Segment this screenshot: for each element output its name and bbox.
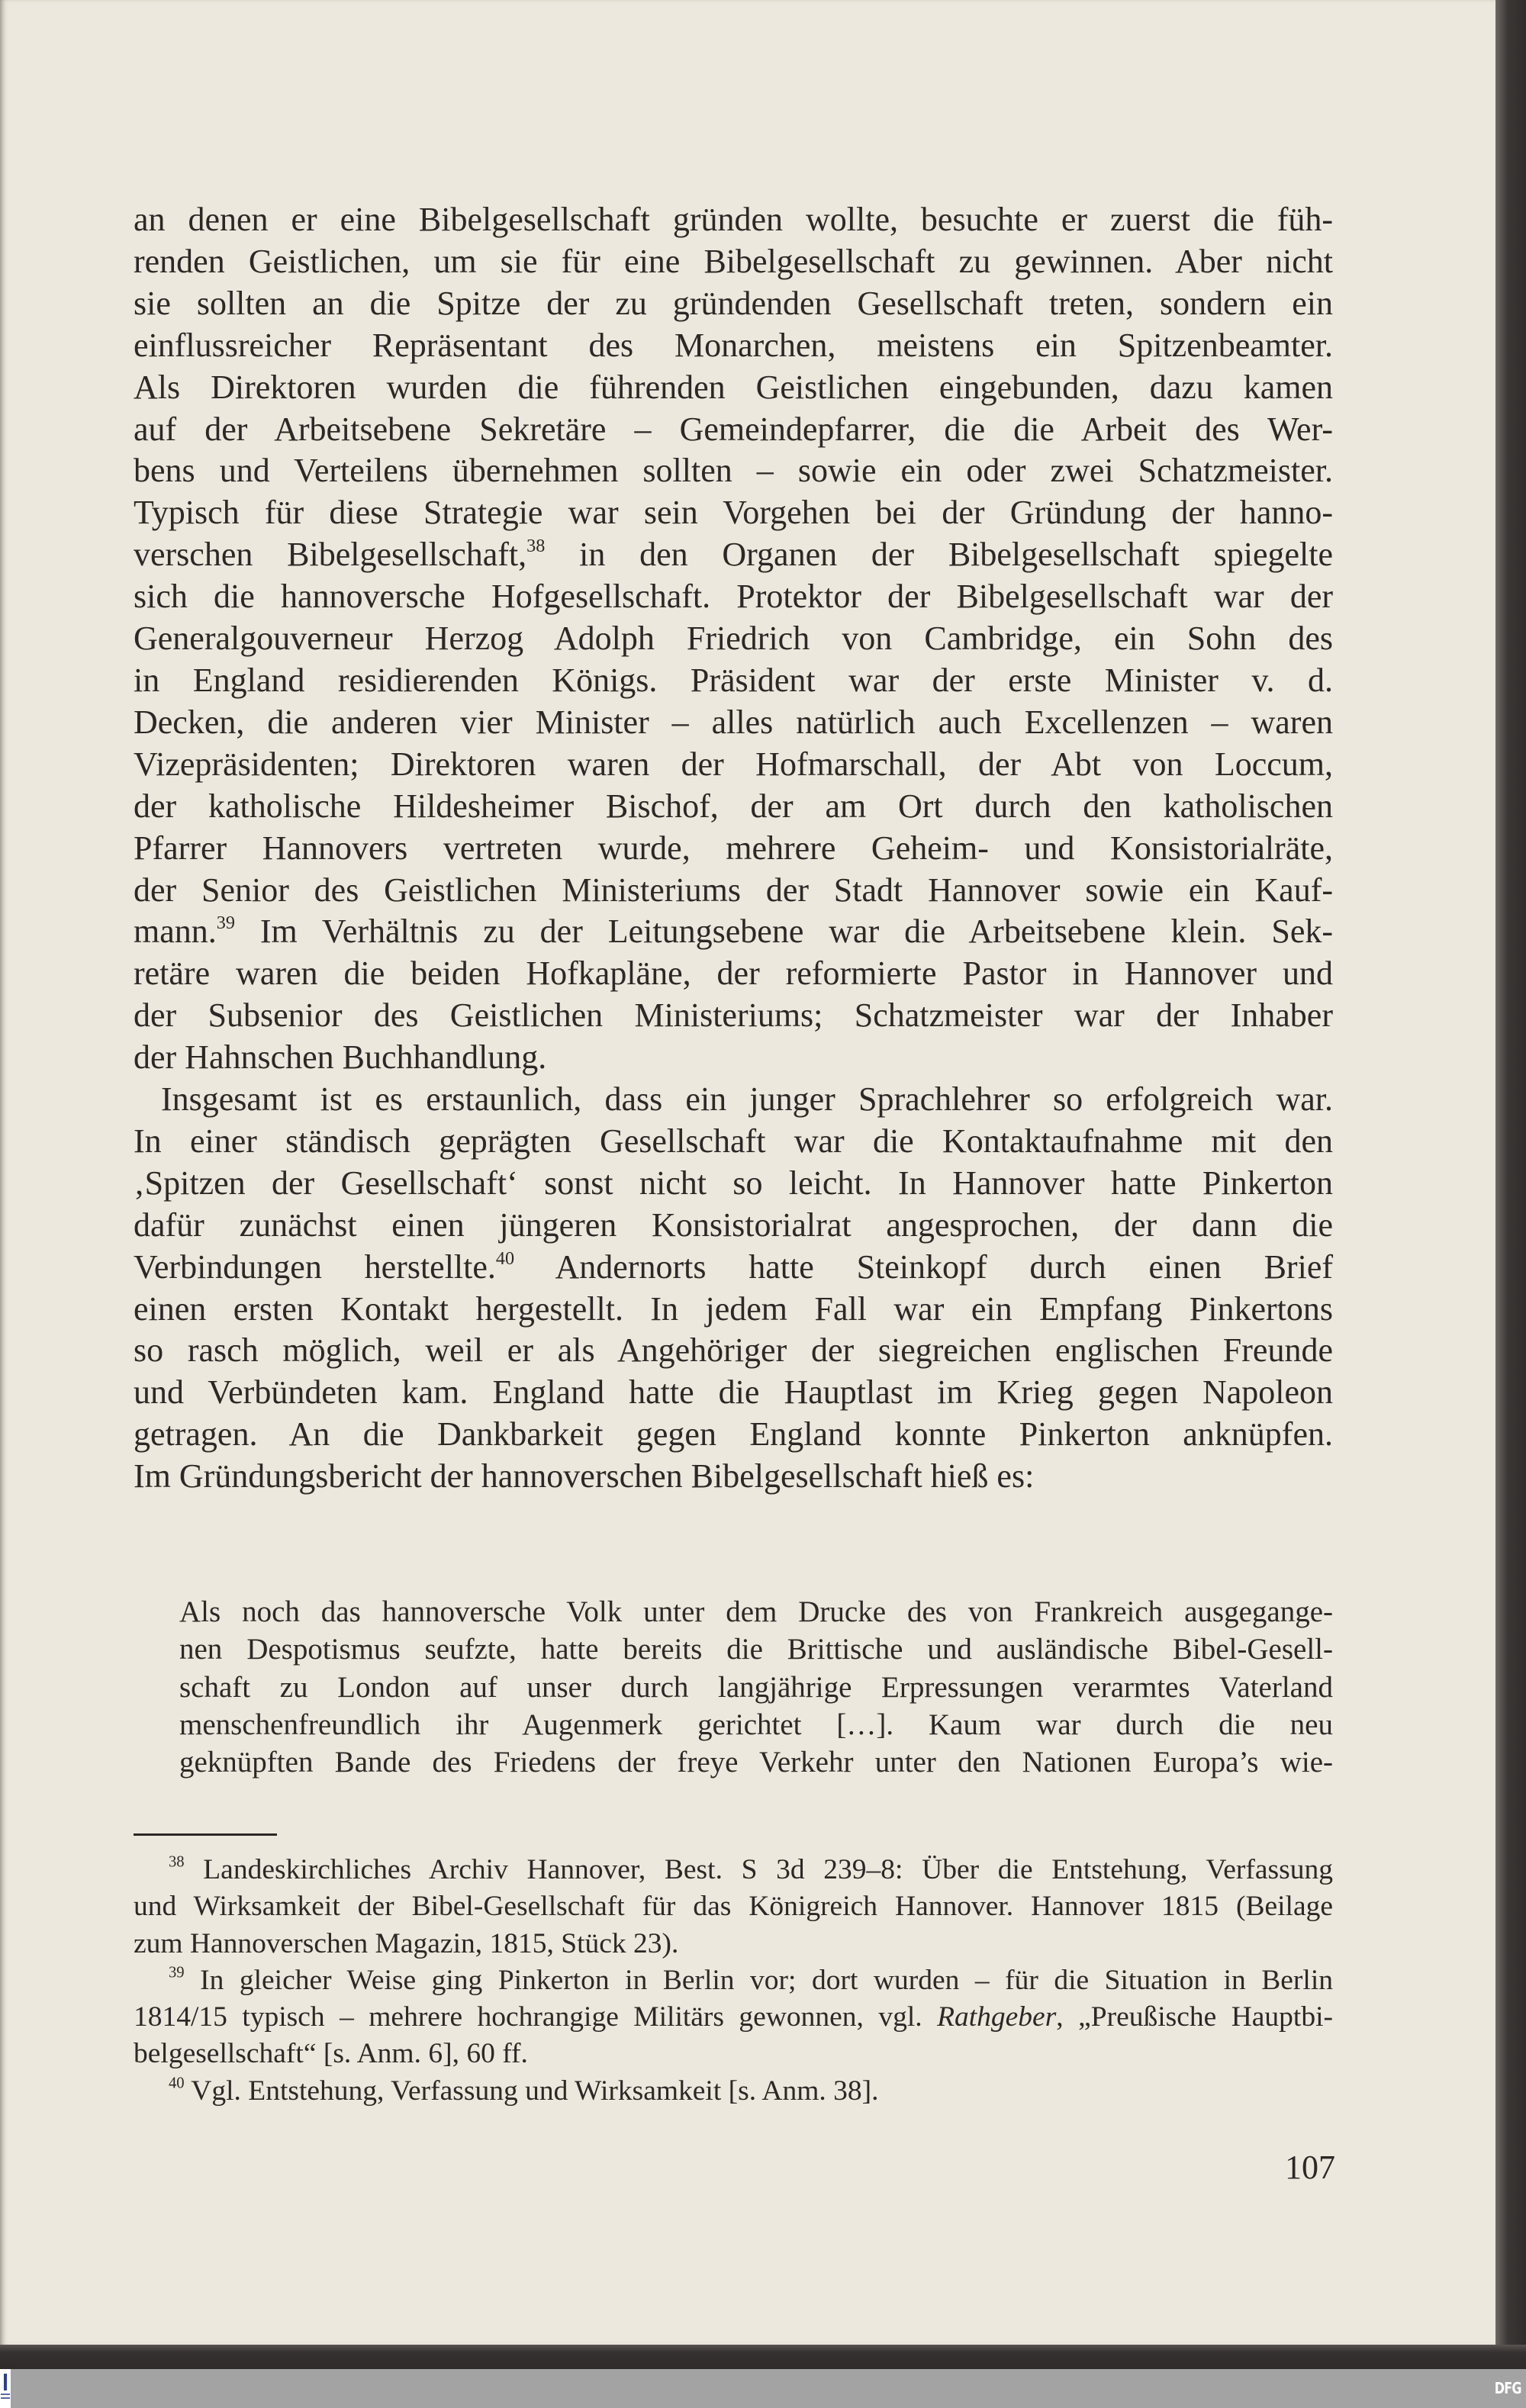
text-segment: Insgesamt ist es erstaunlich, dass ein junger Sprachlehrer so erfolgreich war.	[161, 1080, 1333, 1119]
body-line	[134, 828, 1333, 870]
text-segment: Pfarrer Hannovers vertreten wurde, mehrere Geheim- und Konsistorialräte,	[134, 829, 1333, 867]
body-line	[134, 1289, 1333, 1331]
text-segment: an denen er eine Bibelgesellschaft gründen wollte, besuchte er zuerst die füh-	[134, 201, 1333, 238]
text-segment: verschen Bibelgesellschaft,	[134, 536, 527, 574]
text-segment: und Wirksamkeit der Bibel-Gesellschaft für das Königreich Hannover. Hannover 1815 (Beilage	[134, 1891, 1333, 1923]
text-segment: schaft zu London auf unser durch langjährige Erpressungen verarmtes Vaterland	[179, 1670, 1333, 1704]
footnotes	[134, 1852, 1333, 2110]
text-segment: in England residierenden Königs. Präsident war der erste Minister v. d.	[134, 661, 1333, 699]
text-segment: in den Organen der Bibelgesellschaft spiegelte	[545, 536, 1333, 574]
text-segment: Verbindungen herstellte.	[134, 1247, 496, 1286]
body-line	[134, 1079, 1333, 1121]
body-line	[134, 744, 1333, 786]
text-segment: der Hahnschen Buchhandlung.	[134, 1038, 547, 1077]
text-segment: , „Preußische Hauptbi-	[1056, 2001, 1333, 2033]
footnote-reference: 40	[495, 1247, 515, 1269]
text-segment: der Senior des Geistlichen Ministeriums der Stadt Hannover sowie ein Kauf-	[134, 871, 1333, 909]
text-segment: sich die hannoversche Hofgesellschaft. Protektor der Bibelgesellschaft war der	[134, 578, 1333, 616]
block-quote	[179, 1593, 1333, 1781]
text-segment: 1814/15 typisch – mehrere hochrangige Militärs gewonnen, vgl.	[134, 2001, 938, 2033]
body-line	[134, 1205, 1333, 1247]
footnote-reference: 39	[216, 913, 235, 934]
footnote-line	[134, 2036, 1333, 2072]
quote-line	[179, 1743, 1333, 1781]
text-segment: getragen. An die Dankbarkeit gegen England konnte Pinkerton anknüpfen.	[134, 1415, 1333, 1453]
text-segment: der katholische Hildesheimer Bischof, der am Ort durch den katholischen	[134, 787, 1333, 825]
scan-edge-bottom	[0, 2345, 1526, 2370]
quote-line	[179, 1706, 1333, 1743]
text-segment: Vgl. Entstehung, Verfassung und Wirksamkeit [s. Anm. 38].	[184, 2075, 879, 2107]
body-line	[134, 492, 1333, 534]
page-number: 107	[1285, 2149, 1335, 2186]
footnote-separator	[134, 1833, 277, 1836]
text-segment: einflussreicher Repräsentant des Monarchen, meistens ein Spitzenbeamter.	[134, 326, 1333, 364]
text-segment: ‚Spitzen der Gesellschaft‘ sonst nicht so leicht. In Hannover hatte Pinkerton	[134, 1164, 1333, 1202]
body-line	[134, 1247, 1333, 1289]
text-segment: retäre waren die beiden Hofkapläne, der reformierte Pastor in Hannover und	[134, 955, 1333, 993]
dfg-logo: DFG	[1495, 2379, 1521, 2397]
text-segment: zum Hannoverschen Magazin, 1815, Stück 23).	[134, 1927, 679, 1959]
body-line	[134, 450, 1333, 492]
text-segment: Typisch für diese Strategie war sein Vorgehen bei der Gründung der hanno-	[134, 494, 1333, 532]
text-segment: Generalgouverneur Herzog Adolph Friedrich von Cambridge, ein Sohn des	[134, 620, 1333, 658]
footnote-line	[134, 1852, 1333, 1888]
text-segment: Als noch das hannoversche Volk unter dem Drucke des von Frankreich ausgegange-	[179, 1595, 1333, 1628]
body-text	[134, 199, 1333, 1498]
body-line	[134, 1414, 1333, 1456]
text-segment: dafür zunächst einen jüngeren Konsistorialrat angesprochen, der dann die	[134, 1206, 1333, 1244]
footnote-number: 38	[169, 1853, 185, 1871]
body-line	[134, 241, 1333, 283]
body-line	[134, 576, 1333, 618]
body-line	[134, 1456, 1333, 1498]
text-segment: Landeskirchliches Archiv Hannover, Best. S 3d 239–8: Über die Entstehung, Verfassung	[184, 1854, 1333, 1885]
body-line	[134, 283, 1333, 325]
text-segment: Als Direktoren wurden die führenden Geistlichen eingebunden, dazu kamen	[134, 368, 1333, 406]
text-segment: auf der Arbeitsebene Sekretäre – Gemeindepfarrer, die die Arbeit des Wer-	[134, 410, 1333, 448]
body-line	[134, 1121, 1333, 1163]
body-line	[134, 1330, 1333, 1372]
body-line	[134, 534, 1333, 576]
body-line	[134, 618, 1333, 660]
body-line	[134, 660, 1333, 702]
text-segment: Andernorts hatte Steinkopf durch einen Brief	[514, 1247, 1333, 1286]
quote-line	[179, 1593, 1333, 1631]
footnote-number: 39	[169, 1964, 185, 1981]
footnote-number: 40	[169, 2075, 185, 2092]
viewer-footer-bar	[0, 2369, 1526, 2408]
body-line	[134, 1163, 1333, 1205]
text-segment: In gleicher Weise ging Pinkerton in Berlin vor; dort wurden – für die Situation in Berlin	[184, 1964, 1333, 1996]
text-segment: bens und Verteilens übernehmen sollten – sowie ein oder zwei Schatzmeister.	[134, 452, 1333, 490]
body-line	[134, 702, 1333, 744]
footnote-line	[134, 2073, 1333, 2110]
text-segment: menschenfreundlich ihr Augenmerk gerichtet […]. Kaum war durch die neu	[179, 1708, 1333, 1741]
body-line	[134, 911, 1333, 953]
text-segment: In einer ständisch geprägten Gesellschaft war die Kontaktaufnahme mit den	[134, 1122, 1333, 1160]
body-line	[134, 786, 1333, 828]
body-line	[134, 1037, 1333, 1079]
body-line	[134, 995, 1333, 1037]
text-segment: der Subsenior des Geistlichen Ministeriums; Schatzmeister war der Inhaber	[134, 996, 1333, 1035]
text-segment: belgesellschaft“ [s. Anm. 6], 60 ff.	[134, 2038, 528, 2070]
body-line	[134, 199, 1333, 241]
italic-author-name: Rathgeber	[937, 2001, 1057, 2033]
body-line	[134, 325, 1333, 367]
body-line	[134, 870, 1333, 912]
quote-line	[179, 1631, 1333, 1668]
body-line	[134, 1372, 1333, 1414]
institution-logo-icon	[0, 2369, 11, 2408]
text-segment: Decken, die anderen vier Minister – alles natürlich auch Excellenzen – waren	[134, 703, 1333, 741]
footnote-line	[134, 1962, 1333, 1999]
body-line	[134, 367, 1333, 409]
text-segment: und Verbündeten kam. England hatte die Hauptlast im Krieg gegen Napoleon	[134, 1373, 1333, 1412]
body-line	[134, 409, 1333, 451]
quote-line	[179, 1669, 1333, 1706]
text-segment: Im Gründungsbericht der hannoverschen Bibelgesellschaft hieß es:	[134, 1457, 1035, 1495]
text-segment: renden Geistlichen, um sie für eine Bibelgesellschaft zu gewinnen. Aber nicht	[134, 242, 1333, 280]
scan-edge-right	[1495, 0, 1526, 2369]
footnote-reference: 38	[526, 536, 546, 557]
text-segment: nen Despotismus seufzte, hatte bereits die Brittische und ausländische Bibel-Gesell-	[179, 1633, 1333, 1666]
footnote-line	[134, 1926, 1333, 1962]
text-segment: geknüpften Bande des Friedens der freye Verkehr unter den Nationen Europa’s wie-	[179, 1746, 1333, 1779]
text-segment: Vizepräsidenten; Direktoren waren der Hofmarschall, der Abt von Loccum,	[134, 745, 1333, 783]
footnote-line	[134, 1888, 1333, 1925]
text-segment: einen ersten Kontakt hergestellt. In jedem Fall war ein Empfang Pinkertons	[134, 1289, 1333, 1328]
body-line	[134, 953, 1333, 995]
text-segment: mann.	[134, 913, 217, 951]
text-segment: Im Verhältnis zu der Leitungsebene war die Arbeitsebene klein. Sek-	[234, 913, 1333, 951]
footnote-line	[134, 1999, 1333, 2036]
text-segment: sie sollten an die Spitze der zu gründenden Gesellschaft treten, sondern ein	[134, 284, 1333, 322]
text-segment: so rasch möglich, weil er als Angehöriger der siegreichen englischen Freunde	[134, 1331, 1333, 1370]
